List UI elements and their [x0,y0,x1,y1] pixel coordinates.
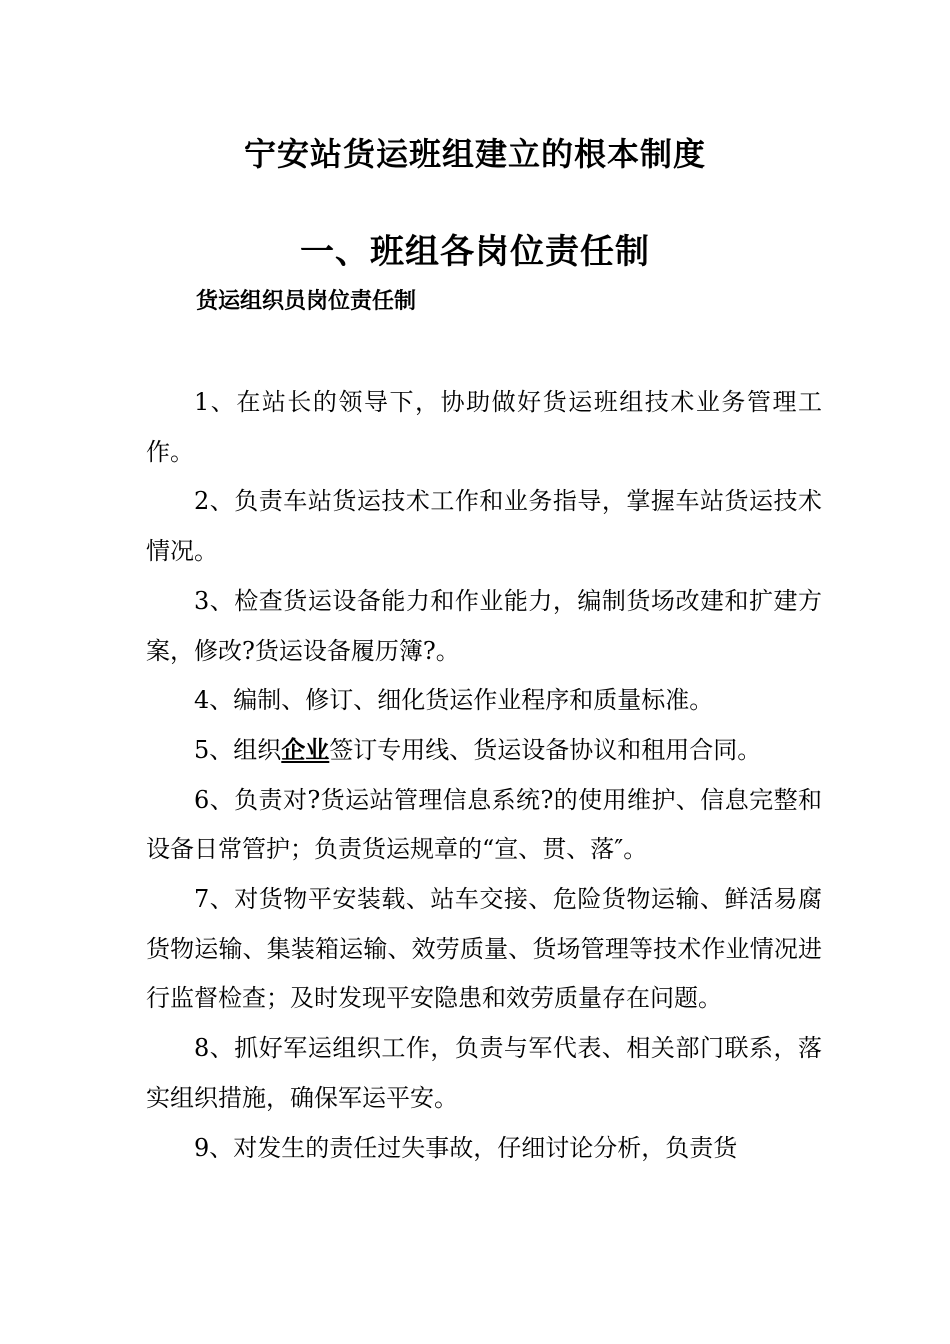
paragraph-3: 3、检查货运设备能力和作业能力，编制货场改建和扩建方案，修改?货运设备履历簿?。 [146,586,822,665]
document-body [146,378,822,1173]
emphasized-word: 企业 [281,735,330,764]
paragraph-5-suffix: 签订专用线、货运设备协议和租用合同。 [329,735,762,764]
paragraph-8: 8、抓好军运组织工作，负责与军代表、相关部门联系，落实组织措施，确保军运平安。 [146,1034,822,1112]
paragraph-6: 6、负责对?货运站管理信息系统?的使用维护、信息完整和设备日常管护；负责货运规章的“宣、贯、落″。 [146,785,822,864]
paragraph-9: 9、对发生的责任过失事故，仔细讨论分析，负责货 [194,1133,738,1162]
paragraph-5 [146,726,822,776]
document-title: 宁安站货运班组建立的根本制度 [243,135,706,173]
subsection-title: 货运组织员岗位责任制 [196,289,417,314]
paragraph-7: 7、对货物平安装载、站车交接、危险货物运输、鲜活易腐货物运输、集装箱运输、效劳质量、货场管理等技术作业情况进行监督检查；及时发现平安隐患和效劳质量存在问题。 [146,885,822,1013]
paragraph-5-prefix: 5、组织 [194,735,282,764]
paragraph-4: 4、编制、修订、细化货运作业程序和质量标准。 [194,686,714,715]
section-title: 一、班组各岗位责任制 [300,232,650,272]
paragraph-2: 2、负责车站货运技术工作和业务指导，掌握车站货运技术情况。 [146,487,822,566]
paragraph-1: 1、在站长的领导下，协助做好货运班组技术业务管理工作。 [146,388,822,466]
